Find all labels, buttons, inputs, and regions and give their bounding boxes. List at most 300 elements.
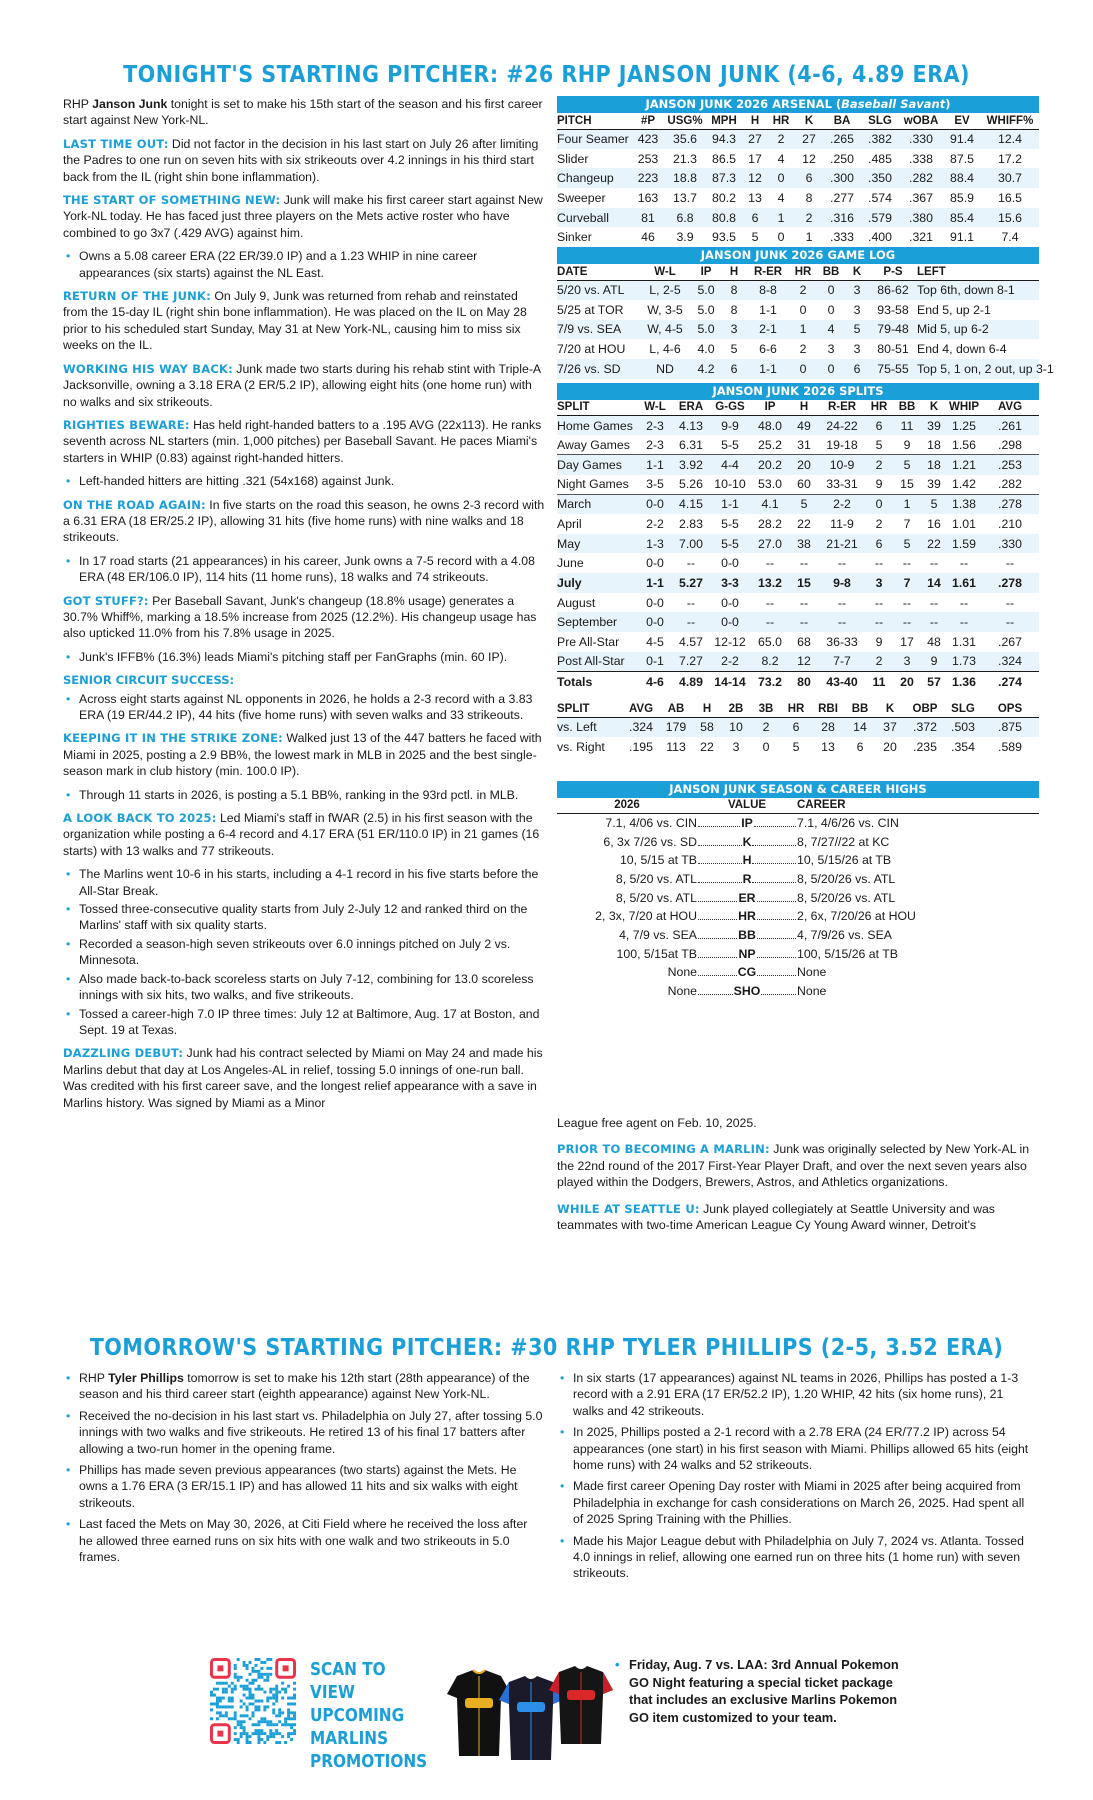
gamelog-header: W-L bbox=[639, 264, 691, 280]
qr-module bbox=[275, 1697, 278, 1700]
qr-module bbox=[249, 1673, 252, 1676]
qr-module bbox=[275, 1694, 278, 1697]
split2-cell: 5 bbox=[792, 739, 800, 754]
qr-module bbox=[290, 1711, 293, 1714]
note-text: Junk made two starts during his rehab stint with Triple-A Jacksonville, owning a 3.18 ERA (2 ER/5.2 IP), allowing eight hits (one home run) with no walks and six strikeouts. bbox=[63, 361, 541, 409]
highs-leader bbox=[697, 965, 797, 979]
qr-module bbox=[290, 1723, 293, 1726]
qr-module bbox=[275, 1729, 278, 1732]
splits-cell: 2-2 bbox=[709, 652, 751, 672]
note-lead: A LOOK BACK TO 2025: bbox=[63, 811, 217, 826]
highs-career-cell: 2, 6x, 7/20/26 at HOU bbox=[797, 909, 916, 924]
gamelog-cell: 5/20 vs. ATL bbox=[557, 280, 639, 300]
qr-module bbox=[260, 1661, 263, 1664]
arsenal-cell: 7.4 bbox=[1001, 230, 1019, 245]
qr-module bbox=[249, 1702, 252, 1705]
qr-module bbox=[243, 1688, 246, 1691]
splits-cell: .278 bbox=[981, 573, 1039, 593]
splits-cell: -- bbox=[789, 612, 819, 632]
qr-module bbox=[231, 1688, 234, 1691]
phillips-note bbox=[63, 1370, 543, 1403]
qr-module bbox=[278, 1720, 281, 1723]
splits-cell: .278 bbox=[981, 494, 1039, 514]
qr-module bbox=[254, 1732, 257, 1735]
splits-cell: 12-12 bbox=[714, 634, 746, 649]
split2-cell: 6 bbox=[781, 717, 811, 737]
arsenal-cell: 423 bbox=[631, 129, 665, 149]
gamelog-cell: 7/26 vs. SD bbox=[557, 359, 639, 379]
arsenal-cell: .350 bbox=[861, 168, 899, 188]
note-lead: THE START OF SOMETHING NEW: bbox=[63, 193, 281, 208]
splits-total-cell: 11 bbox=[865, 672, 893, 692]
qr-module bbox=[225, 1688, 228, 1691]
note-text: In five starts on the road this season, he owns 2-3 record with a 6.31 ERA (18 ER/25.2 IP), allowing 31 hits (five home runs) with nine walks and 18 strikeouts. bbox=[63, 497, 545, 545]
note-bullet: • Tossed three-consecutive quality starts from July 2-July 12 and ranked third on the Marlins' staff with six quality starts. bbox=[63, 901, 545, 934]
arsenal-cell: Four Seamer bbox=[557, 129, 631, 149]
splits-cell: -- bbox=[929, 595, 939, 610]
qr-module bbox=[249, 1661, 252, 1664]
arsenal-cell: 2 bbox=[767, 129, 795, 149]
splits-cell: 4-4 bbox=[709, 455, 751, 475]
phillips-note bbox=[63, 1516, 543, 1565]
qr-module bbox=[290, 1717, 293, 1720]
qr-module bbox=[234, 1667, 237, 1670]
splits-cell: 0-1 bbox=[637, 652, 673, 672]
qr-module bbox=[219, 1705, 222, 1708]
qr-module bbox=[293, 1723, 296, 1726]
highs-season-cell: 8, 5/20 vs. ATL bbox=[615, 890, 697, 905]
qr-module bbox=[222, 1691, 225, 1694]
splits-cell: 3 bbox=[865, 573, 893, 593]
highs-stat-label: IP bbox=[741, 816, 753, 831]
splits-cell: 4-5 bbox=[646, 634, 664, 649]
qr-module bbox=[275, 1741, 278, 1744]
gamelog-cell: 2 bbox=[789, 280, 817, 300]
highs-career-cell: 100, 5/15/26 at TB bbox=[797, 946, 898, 961]
arsenal-cell: 12.4 bbox=[981, 129, 1039, 149]
highs-leader bbox=[697, 816, 797, 830]
gamelog-header: DATE bbox=[557, 264, 639, 280]
splits-header: WHIP bbox=[947, 400, 981, 416]
arsenal-header: USG% bbox=[665, 113, 705, 129]
qr-module bbox=[293, 1732, 296, 1735]
highs-row bbox=[557, 870, 1039, 889]
gamelog-header: IP bbox=[691, 264, 721, 280]
split2-cell: vs. Left bbox=[557, 717, 623, 737]
splits-row bbox=[557, 455, 1039, 475]
gamelog-cell: 7/20 at HOU bbox=[557, 342, 626, 357]
dot-leader bbox=[698, 957, 737, 958]
qr-module bbox=[272, 1688, 275, 1691]
note-lead: GOT STUFF?: bbox=[63, 593, 149, 608]
qr-module bbox=[293, 1688, 296, 1691]
splits-cell: 5 bbox=[893, 534, 921, 554]
splits-cell: 3-3 bbox=[709, 573, 751, 593]
splits-row bbox=[557, 652, 1039, 672]
split2-header: BB bbox=[845, 701, 875, 717]
qr-module bbox=[254, 1670, 257, 1673]
gamelog-cell: 3 bbox=[853, 302, 861, 317]
qr-module bbox=[254, 1658, 257, 1661]
qr-module bbox=[272, 1711, 275, 1714]
gamelog-cell: 3 bbox=[845, 280, 869, 300]
dot-leader bbox=[752, 845, 796, 846]
qr-module bbox=[257, 1732, 260, 1735]
junk-notes-column bbox=[63, 96, 545, 1118]
qr-module bbox=[246, 1708, 249, 1711]
qr-module bbox=[266, 1735, 269, 1738]
splits-cell: 1-1 bbox=[709, 494, 751, 514]
promo-text bbox=[615, 1656, 915, 1726]
qr-module bbox=[249, 1682, 252, 1685]
splits-cell: 0-0 bbox=[721, 595, 739, 610]
arsenal-row bbox=[557, 149, 1039, 169]
splits-cell: -- bbox=[959, 595, 969, 610]
qr-module bbox=[210, 1691, 213, 1694]
highs-leader bbox=[697, 984, 797, 998]
gamelog-header: K bbox=[845, 264, 869, 280]
arsenal-cell: .333 bbox=[830, 230, 854, 245]
arsenal-cell: .338 bbox=[909, 151, 933, 166]
arsenal-cell: 1 bbox=[767, 208, 795, 228]
gamelog-cell: 4.2 bbox=[691, 359, 721, 379]
arsenal-cell: .300 bbox=[823, 168, 861, 188]
split2-header: 2B bbox=[721, 701, 751, 717]
split2-header: AB bbox=[659, 701, 693, 717]
splits-cell: 7.00 bbox=[673, 534, 709, 554]
qr-module bbox=[243, 1726, 246, 1729]
note-paragraph bbox=[63, 1045, 545, 1111]
note-text: Walked just 13 of the 447 batters he faced with Miami in 2025, posting a 2.9 BB%, the lowest mark in MLB in 2025 and the best single-season mark in club history (min. 100.0 IP). bbox=[63, 731, 542, 779]
highs-title: JANSON JUNK SEASON & CAREER HIGHS bbox=[557, 781, 1039, 798]
split2-cell: 10 bbox=[721, 717, 751, 737]
arsenal-cell: .579 bbox=[861, 208, 899, 228]
gamelog-title: JANSON JUNK 2026 GAME LOG bbox=[557, 247, 1039, 264]
qr-code-icon[interactable] bbox=[210, 1658, 296, 1744]
tonight-pitcher-title: TONIGHT'S STARTING PITCHER: #26 RHP JANSON JUNK (4-6, 4.89 ERA) bbox=[123, 62, 970, 88]
split2-header: K bbox=[875, 701, 905, 717]
splits-cell: 0-0 bbox=[637, 612, 673, 632]
split2-cell: 22 bbox=[700, 739, 714, 754]
dot-leader bbox=[752, 863, 796, 864]
qr-module bbox=[260, 1717, 263, 1720]
highs-stat-cell bbox=[697, 982, 797, 1001]
splits-cell: 2.83 bbox=[679, 516, 703, 531]
qr-module bbox=[290, 1697, 293, 1700]
qr-module bbox=[266, 1676, 269, 1679]
phillips-pre: RHP bbox=[79, 1371, 109, 1385]
qr-module bbox=[272, 1723, 275, 1726]
arsenal-cell: 35.6 bbox=[665, 129, 705, 149]
split2-header: AVG bbox=[623, 701, 659, 717]
splits-cell: 9 bbox=[875, 634, 883, 649]
note-bullet: • The Marlins went 10-6 in his starts, including a 4-1 record in his five starts before the All-Star Break. bbox=[63, 866, 545, 899]
qr-module bbox=[249, 1697, 252, 1700]
splits-cell: .261 bbox=[981, 416, 1039, 436]
dot-leader bbox=[698, 882, 742, 883]
gamelog-cell: W, 4-5 bbox=[639, 320, 691, 340]
gamelog-header: P-S bbox=[869, 264, 917, 280]
note-bullets bbox=[63, 248, 545, 281]
qr-module bbox=[249, 1741, 252, 1744]
qr-module bbox=[240, 1676, 243, 1679]
splits-header: AVG bbox=[981, 400, 1039, 416]
splits-cell: 4.15 bbox=[673, 494, 709, 514]
splits-cell: 7-7 bbox=[819, 652, 865, 672]
scan-line-3: MARLINS bbox=[310, 1728, 389, 1749]
junk-notes-continued bbox=[557, 1115, 1039, 1243]
qr-module bbox=[234, 1726, 237, 1729]
qr-module bbox=[293, 1717, 296, 1720]
qr-module bbox=[260, 1688, 263, 1691]
highs-header: VALUE bbox=[697, 798, 797, 814]
arsenal-cell: 4 bbox=[777, 151, 785, 166]
note-paragraph bbox=[63, 810, 545, 859]
qr-module bbox=[210, 1694, 213, 1697]
qr-module bbox=[240, 1723, 243, 1726]
note-text: Per Baseball Savant, Junk's changeup (18.8% usage) generates a 30.7% Whiff%, marking a 18.5% increase from 2025 (12.2%). His changeup usage has also upticked 11.0% from his 7.8% usage in 2025. bbox=[63, 593, 537, 641]
qr-module bbox=[240, 1685, 243, 1688]
qr-module bbox=[243, 1661, 246, 1664]
qr-module bbox=[272, 1694, 275, 1697]
splits-cell: -- bbox=[765, 556, 775, 571]
arsenal-cell: 6 bbox=[743, 208, 767, 228]
splits-cell: .282 bbox=[981, 475, 1039, 495]
gamelog-header: H bbox=[721, 264, 747, 280]
arsenal-cell: Sweeper bbox=[557, 190, 606, 205]
qr-module bbox=[266, 1658, 269, 1661]
qr-module bbox=[234, 1676, 237, 1679]
arsenal-cell: .250 bbox=[830, 151, 854, 166]
qr-module bbox=[275, 1688, 278, 1691]
arsenal-row bbox=[557, 188, 1039, 208]
dot-leader bbox=[698, 919, 737, 920]
arsenal-cell: 4 bbox=[777, 190, 785, 205]
splits-header: W-L bbox=[637, 400, 673, 416]
splits-cell: 1.61 bbox=[947, 573, 981, 593]
arsenal-cell: 3.9 bbox=[676, 230, 694, 245]
splits-cell: 11-9 bbox=[830, 516, 854, 531]
qr-module bbox=[287, 1702, 290, 1705]
qr-module bbox=[257, 1676, 260, 1679]
splits-cell: -- bbox=[686, 556, 696, 571]
split2-cell: 14 bbox=[845, 717, 875, 737]
splits-cell: Away Games bbox=[557, 435, 637, 455]
qr-module bbox=[225, 1682, 228, 1685]
splits-cell: 1-1 bbox=[637, 573, 673, 593]
qr-module bbox=[240, 1720, 243, 1723]
splits-cell: -- bbox=[673, 612, 709, 632]
qr-module bbox=[260, 1729, 263, 1732]
phillips-note bbox=[63, 1462, 543, 1511]
qr-module bbox=[246, 1664, 249, 1667]
splits-cell: 7.27 bbox=[673, 652, 709, 672]
qr-module bbox=[293, 1714, 296, 1717]
qr-module bbox=[290, 1702, 293, 1705]
qr-module bbox=[275, 1685, 278, 1688]
dot-leader bbox=[757, 901, 796, 902]
gamelog-header: R-ER bbox=[747, 264, 789, 280]
highs-career-cell: 10, 5/15/26 at TB bbox=[797, 853, 892, 868]
qr-module bbox=[257, 1670, 260, 1673]
arsenal-cell: 6.8 bbox=[665, 208, 705, 228]
arsenal-cell: 85.4 bbox=[943, 208, 981, 228]
split2-cell: 6 bbox=[856, 739, 864, 754]
qr-module bbox=[234, 1664, 237, 1667]
note-bullet: • In 17 road starts (21 appearances) in his career, Junk owns a 7-5 record with a 4.08 ERA (48 ER/106.0 IP), 114 hits (11 home runs), 18 walks and 74 strikeouts. bbox=[63, 553, 545, 586]
gamelog-row bbox=[557, 280, 1039, 300]
highs-stat-label: BB bbox=[738, 928, 756, 943]
qr-module bbox=[284, 1717, 287, 1720]
split2-cell: .195 bbox=[629, 739, 653, 754]
splits-cell: 38 bbox=[789, 534, 819, 554]
qr-module bbox=[228, 1697, 231, 1700]
splits-cell: 5-5 bbox=[709, 534, 751, 554]
qr-module bbox=[266, 1700, 269, 1703]
splits-total-cell: 57 bbox=[921, 672, 947, 692]
qr-module bbox=[210, 1702, 213, 1705]
gamelog-header: BB bbox=[817, 264, 845, 280]
splits-header: G-GS bbox=[709, 400, 751, 416]
highs-stat-label: SHO bbox=[733, 984, 761, 999]
splits-cell: September bbox=[557, 612, 637, 632]
gamelog-row bbox=[557, 339, 1039, 359]
arsenal-header: SLG bbox=[861, 113, 899, 129]
splits-cell: 5-5 bbox=[721, 516, 739, 531]
splits-total-cell: 43-40 bbox=[819, 672, 865, 692]
note-bullet: • Left-handed hitters are hitting .321 (54x168) against Junk. bbox=[63, 473, 545, 489]
note-bullet: • Tossed a career-high 7.0 IP three times: July 12 at Baltimore, Aug. 17 at Boston, and Sept. 19 at Texas. bbox=[63, 1006, 545, 1039]
qr-module bbox=[269, 1729, 272, 1732]
qr-module bbox=[246, 1735, 249, 1738]
qr-module bbox=[234, 1738, 237, 1741]
arsenal-cell: 91.1 bbox=[950, 230, 974, 245]
split2-row bbox=[557, 717, 1039, 737]
splits-cell: 3-5 bbox=[637, 475, 673, 495]
qr-module bbox=[278, 1714, 281, 1717]
splits-cell: 2-3 bbox=[637, 435, 673, 455]
qr-module bbox=[290, 1726, 293, 1729]
splits-cell: 1-3 bbox=[637, 534, 673, 554]
split2-cell: .354 bbox=[951, 739, 975, 754]
arsenal-title: JANSON JUNK 2026 ARSENAL (Baseball Savant) bbox=[557, 96, 1039, 113]
dot-leader bbox=[757, 919, 796, 920]
gamelog-cell: 5.0 bbox=[691, 280, 721, 300]
splits-cell: -- bbox=[837, 556, 847, 571]
splits-cell: -- bbox=[947, 612, 981, 632]
qr-module bbox=[257, 1720, 260, 1723]
qr-module bbox=[281, 1682, 284, 1685]
splits-table bbox=[557, 400, 1039, 692]
splits-header: BB bbox=[893, 400, 921, 416]
splits-total-cell: 4-6 bbox=[637, 672, 673, 692]
arsenal-cell: .400 bbox=[868, 230, 892, 245]
qr-module bbox=[278, 1732, 281, 1735]
splits-cell: .210 bbox=[998, 516, 1022, 531]
splits-cell: 27.0 bbox=[751, 534, 789, 554]
arsenal-cell: .282 bbox=[899, 168, 943, 188]
arsenal-cell: 5 bbox=[751, 230, 759, 245]
qr-module bbox=[243, 1694, 246, 1697]
splits-cell: 1.25 bbox=[947, 416, 981, 436]
note-paragraph bbox=[63, 730, 545, 779]
note-paragraph bbox=[63, 497, 545, 546]
notes-list bbox=[63, 136, 545, 1111]
note-bullets bbox=[63, 649, 545, 665]
note-bullets bbox=[63, 553, 545, 586]
arsenal-header: #P bbox=[631, 113, 665, 129]
note-paragraph bbox=[557, 1201, 1039, 1234]
arsenal-cell: 94.3 bbox=[705, 129, 743, 149]
qr-module bbox=[257, 1688, 260, 1691]
qr-module bbox=[272, 1702, 275, 1705]
note-text: Junk will make his first career start against New York-NL today. He has faced just three players on the Mets active roster who have combined to go 3x7 (.429 AVG) against him. bbox=[63, 193, 543, 240]
arsenal-cell: 17 bbox=[748, 151, 762, 166]
splits-cell: 39 bbox=[921, 475, 947, 495]
qr-module bbox=[225, 1714, 228, 1717]
highs-season-cell: 7.1, 4/06 vs. CIN bbox=[605, 816, 697, 831]
splits-cell: 4.1 bbox=[751, 494, 789, 514]
arsenal-row bbox=[557, 168, 1039, 188]
gamelog-cell: 5 bbox=[845, 320, 869, 340]
qr-module bbox=[272, 1708, 275, 1711]
qr-module bbox=[246, 1679, 249, 1682]
split2-header: SPLIT bbox=[557, 701, 623, 717]
intro-post: tonight is set to make his 15th start of the season and his first career start against New York-NL. bbox=[63, 97, 543, 128]
qr-module bbox=[237, 1658, 240, 1661]
gamelog-cell: 8 bbox=[721, 280, 747, 300]
arsenal-cell: 86.5 bbox=[712, 151, 736, 166]
highs-season-cell: 6, 3x 7/26 vs. SD bbox=[603, 834, 697, 849]
arsenal-cell: 17.2 bbox=[998, 151, 1022, 166]
phillips-notes-left bbox=[63, 1370, 543, 1572]
highs-row bbox=[557, 926, 1039, 945]
splits-cell: 28.2 bbox=[758, 516, 782, 531]
intro-name: Janson Junk bbox=[92, 97, 168, 111]
split2-cell: .235 bbox=[913, 739, 937, 754]
highs-row bbox=[557, 832, 1039, 851]
qr-module bbox=[228, 1700, 231, 1703]
note-paragraph bbox=[557, 1115, 1039, 1131]
arsenal-cell: .382 bbox=[861, 129, 899, 149]
split2-cell: .875 bbox=[981, 717, 1039, 737]
splits-cell: 20.2 bbox=[751, 455, 789, 475]
splits-cell: -- bbox=[874, 595, 884, 610]
qr-module bbox=[269, 1658, 272, 1661]
qr-module bbox=[231, 1697, 234, 1700]
arsenal-cell: 93.5 bbox=[712, 230, 736, 245]
dot-leader bbox=[698, 994, 733, 995]
arsenal-cell: .321 bbox=[909, 230, 933, 245]
gamelog-cell: Top 6th, down 8-1 bbox=[917, 280, 1039, 300]
qr-module bbox=[219, 1711, 222, 1714]
qr-module bbox=[290, 1738, 293, 1741]
arsenal-cell: 8 bbox=[805, 190, 813, 205]
note-text: On July 9, Junk was returned from rehab and reinstated from the 15-day IL (right shin bone inflammation). He was placed on the IL on May 28 prior to his scheduled start Sunday, May 31 at New York-NL, causing him to miss six weeks on the IL. bbox=[63, 289, 527, 353]
qr-module bbox=[240, 1714, 243, 1717]
arsenal-cell: 13.7 bbox=[673, 190, 697, 205]
qr-module bbox=[216, 1682, 219, 1685]
qr-module bbox=[281, 1711, 284, 1714]
qr-module bbox=[254, 1729, 257, 1732]
split2-cell: 2 bbox=[751, 717, 781, 737]
dot-leader bbox=[698, 975, 737, 976]
gamelog-cell: End 4, down 6-4 bbox=[917, 342, 1007, 357]
arsenal-cell: Curveball bbox=[557, 208, 631, 228]
note-bullets bbox=[63, 691, 545, 724]
highs-leader bbox=[697, 947, 797, 961]
splits-cell: 48.0 bbox=[751, 416, 789, 436]
